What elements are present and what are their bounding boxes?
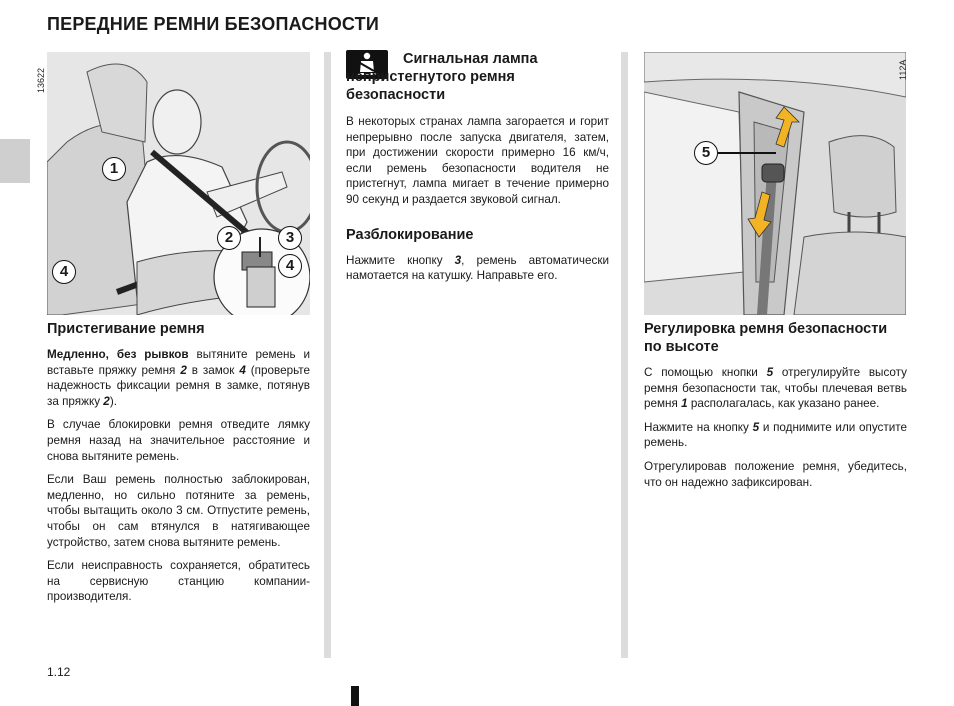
paragraph-fastening-1: Медленно, без рывков вытяните ремень и вставьте пряжку ремня 2 в замок 4 (проверьте надежность фиксации ремня в замке, потянув за пряжку 2). bbox=[47, 348, 310, 408]
paragraph-fastening-2: В случае блокировки ремня отведите лямку ремня назад на значительное расстояние и снова вытяните ремень. bbox=[47, 418, 310, 463]
column-3 bbox=[644, 320, 907, 498]
column-divider-2 bbox=[621, 52, 628, 658]
heading-height-adjust: Регулировка ремня безопасности по высоте bbox=[644, 321, 888, 355]
heading-unlock: Разблокирование bbox=[346, 226, 474, 243]
paragraph-height-3: Отрегулировав положение ремня, убедитесь, что он надежно зафиксирован. bbox=[644, 459, 907, 489]
callout-3: 3 bbox=[278, 226, 302, 250]
column-divider-1 bbox=[324, 52, 331, 658]
callout-4-buckle: 4 bbox=[52, 260, 76, 284]
paragraph-unlock: Нажмите кнопку 3, ремень автоматически намотается на катушку. Направьте его. bbox=[346, 253, 609, 283]
driver-illustration bbox=[47, 52, 310, 315]
page-number: 1.12 bbox=[47, 665, 71, 679]
callout-5: 5 bbox=[694, 141, 718, 165]
callout-5-leader bbox=[718, 152, 776, 154]
pillar-illustration bbox=[644, 52, 906, 315]
page-title: ПЕРЕДНИЕ РЕМНИ БЕЗОПАСНОСТИ bbox=[47, 14, 380, 34]
paragraph-fastening-3: Если Ваш ремень полностью заблокирован, медленно, но сильно потяните за ремень, чтобы вытащить около 3 см. Отпустите ремень, чтобы он сам втянулся в натягивающее устройство, затем снова вытяните ремень. bbox=[47, 473, 310, 549]
paragraph-warning-lamp: В некоторых странах лампа загорается и горит непрерывно после запуска двигателя, затем, при достижении скорости примерно 16 км/ч, если ремень безопасности водителя не пристегнут, лампа мигает в течение примерно 90 секунд и раздается звуковой сигнал. bbox=[346, 115, 609, 206]
column-1 bbox=[47, 320, 310, 613]
callout-4-inset: 4 bbox=[278, 254, 302, 278]
callout-2: 2 bbox=[217, 226, 241, 250]
paragraph-height-2: Нажмите на кнопку 5 и поднимите или опустите ремень. bbox=[644, 420, 907, 450]
callout-1: 1 bbox=[102, 157, 126, 181]
section-tab bbox=[0, 139, 30, 183]
heading-fastening: Пристегивание ремня bbox=[47, 321, 205, 337]
figure-code-right: 112A bbox=[898, 59, 908, 80]
figure-fastening-belt bbox=[47, 52, 310, 315]
paragraph-fastening-4: Если неисправность сохраняется, обратитесь на сервисную станцию компании-производителя. bbox=[47, 559, 310, 604]
figure-code-left: 13622 bbox=[36, 67, 46, 93]
heading-warning-lamp: Сигнальная лампа непристегнутого ремня безопасности bbox=[346, 51, 538, 103]
column-2 bbox=[346, 50, 609, 292]
paragraph-height-1: С помощью кнопки 5 отрегулируйте высоту ремня безопасности так, чтобы плечевая ветвь ремня 1 располагалась, как указано ранее. bbox=[644, 366, 908, 411]
page-marker bbox=[351, 686, 359, 706]
figure-height-adjust bbox=[644, 52, 906, 315]
